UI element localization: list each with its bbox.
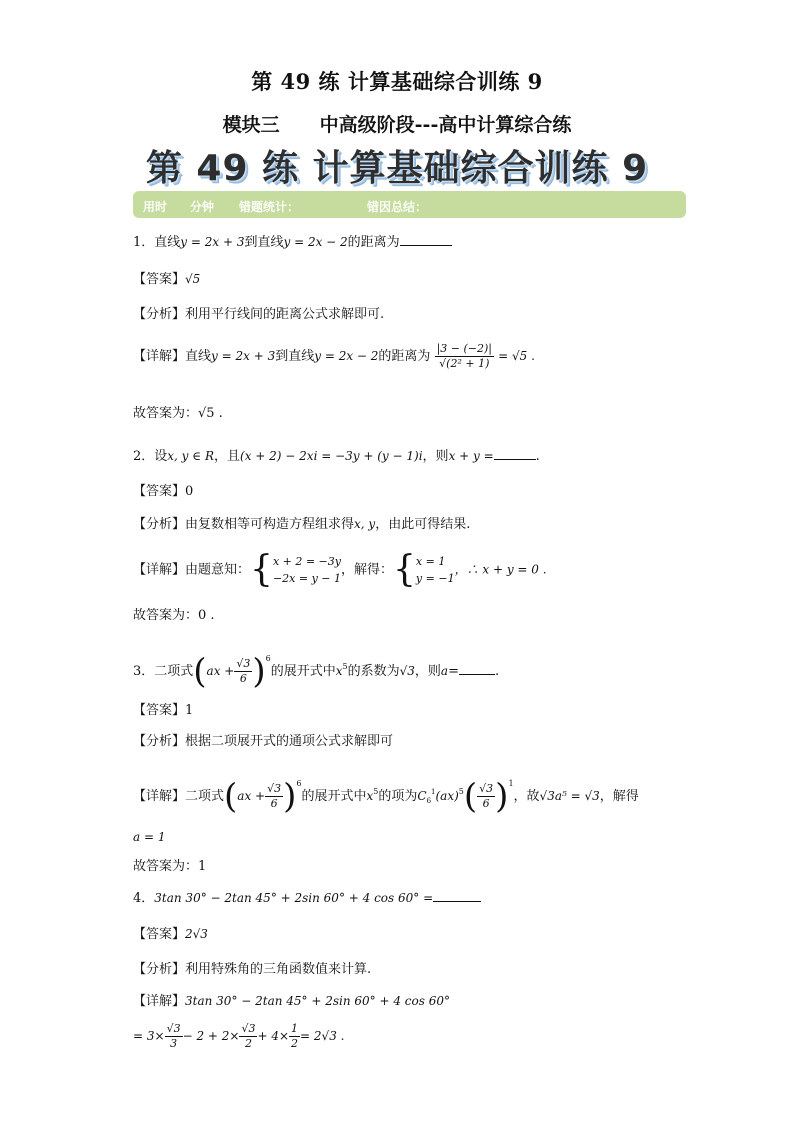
q3-analysis: 【分析】根据二项展开式的通项公式求解即可: [133, 734, 394, 749]
page-title: 第 49 练 计算基础综合训练 9: [251, 69, 543, 94]
module-label: 模块三: [222, 114, 280, 136]
module-subtitle: [0, 110, 794, 137]
q4-detail: 【详解】3tan 30° − 2tan 45° + 2sin 60° + 4 cos 60°: [133, 994, 450, 1009]
q1-analysis: 【分析】利用平行线间的距离公式求解即可.: [133, 307, 385, 322]
q1-conclusion: 故答案为：√5 .: [133, 406, 223, 421]
minute-label: 分钟: [190, 200, 215, 214]
q3-detail: 【详解】二项式(ax + $\frac{√3}{6}$ )$^6$的展开式中$x^5$的项为$C_6^1(ax)^5$( $\frac{√3}{6}$ )$^1$，故√3a⁵ = √3，解得: [133, 776, 639, 817]
stage-label: 中高级阶段---高中计算综合练: [319, 114, 572, 136]
q2-stem: 2．设x, y ∈ R，且(x + 2) − 2xi = −3y + (y − 1)i，则x + y = .: [133, 449, 540, 464]
q4-answer: 【答案】2√3: [133, 927, 208, 942]
stats-bar: [133, 191, 686, 218]
error-count-label: 错题统计：: [239, 200, 300, 214]
q3-conclusion: 故答案为：1: [133, 859, 207, 874]
q3-result: a = 1: [133, 830, 166, 844]
time-label: 用时: [143, 200, 168, 214]
q1-answer: 【答案】√5: [133, 272, 201, 287]
q3-answer: 【答案】1: [133, 703, 194, 718]
q2-answer: 【答案】0: [133, 484, 194, 499]
q1-detail: 【详解】直线y = 2x + 3到直线y = 2x − 2的距离为 $\frac{|3 - (-2)|}{\text{√(2² + 1)}}$ = √5 .: [133, 342, 535, 370]
q4-calculation: = 3× $\frac{√3}{3}$ − 2 + 2× $\frac{√3}{2}$ + 4× $\frac{1}{2}$ = 2√3 .: [133, 1022, 345, 1050]
q3-stem: 3．二项式(ax + $\frac{√3}{6}$ )$^6$的展开式中$x^5$的系数为√3，则a= .: [133, 651, 500, 692]
q2-analysis: 【分析】由复数相等可构造方程组求得x, y，由此可得结果.: [133, 517, 471, 532]
banner-title: 第 49 练 计算基础综合训练 9: [145, 148, 649, 189]
q2-conclusion: 故答案为：0 .: [133, 608, 215, 623]
q4-stem: 4．3tan 30° − 2tan 45° + 2sin 60° + 4 cos 60° =: [133, 889, 481, 908]
q2-detail: 【详解】由题意知：{ x + 2 = −3y −2x = y − 1 ，解得：{ x = 1 y = −1 ，∴ x + y = 0 .: [133, 549, 547, 590]
error-reason-label: 错因总结：: [367, 200, 428, 214]
q1-stem: 1．直线y = 2x + 3到直线y = 2x − 2的距离为: [133, 233, 452, 252]
q4-analysis: 【分析】利用特殊角的三角函数值来计算.: [133, 962, 372, 977]
